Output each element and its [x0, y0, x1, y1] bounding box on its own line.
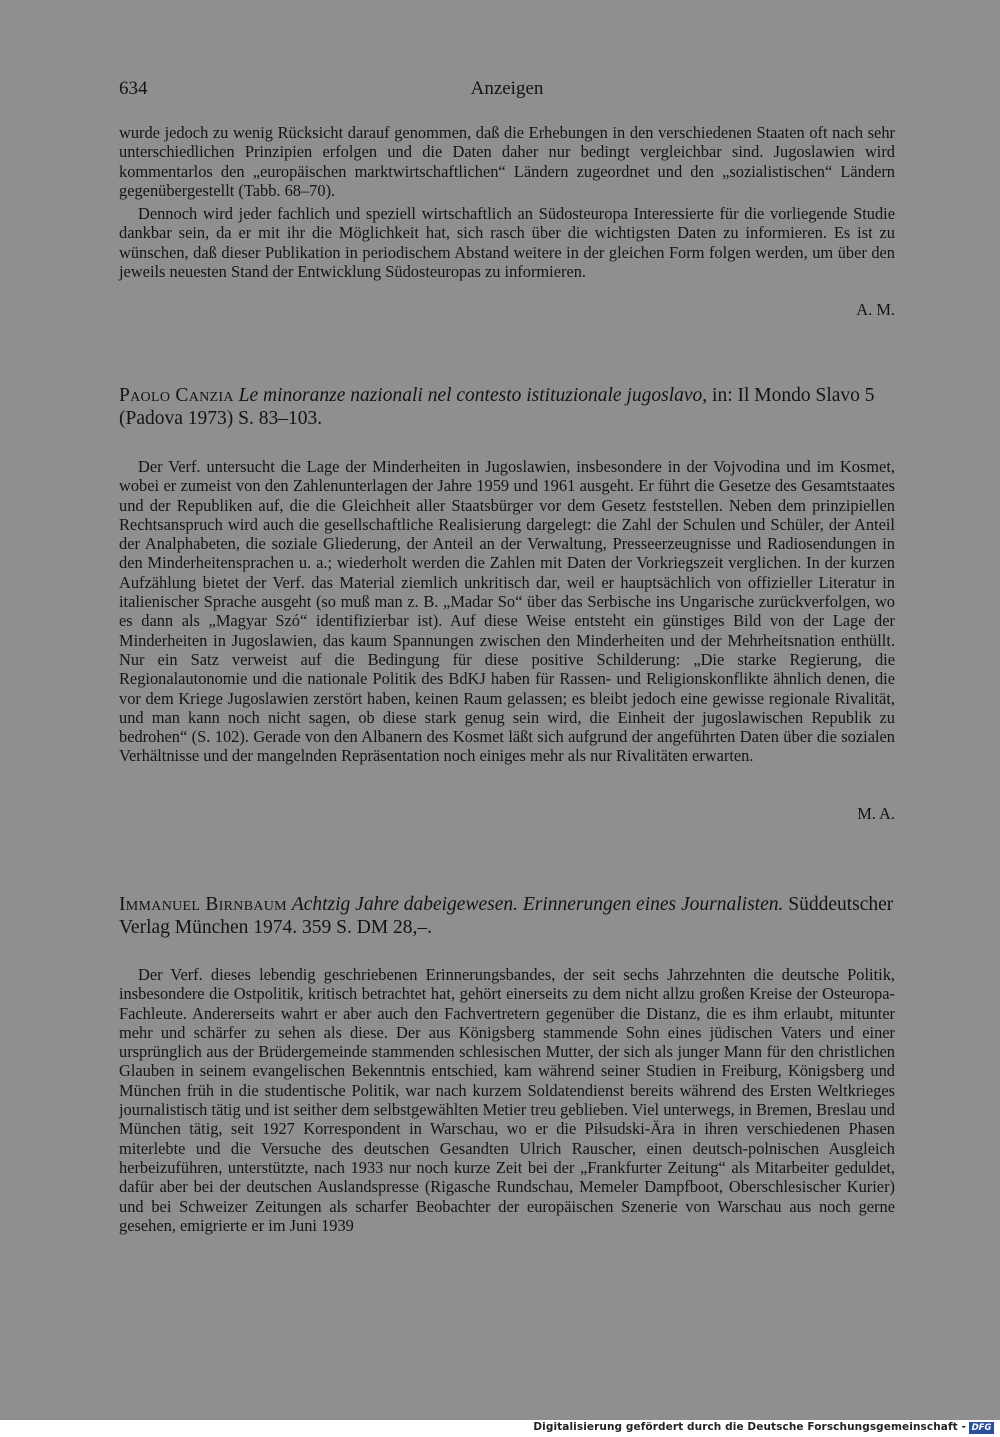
- digitization-footer: [0, 1420, 1000, 1437]
- review2-initials: M. A.: [857, 804, 895, 823]
- review3-citation: [119, 893, 895, 939]
- review1-initials: A. M.: [856, 300, 895, 319]
- review2-citation: [119, 384, 895, 430]
- review3-details: Süddeutscher Verlag München 1974. 359 S. DM 28,–.: [119, 894, 894, 938]
- review2-title: Le minoranze nazionali nel contesto istituzionale jugoslavo,: [238, 385, 708, 406]
- running-head: Anzeigen: [470, 78, 544, 99]
- page-header: [119, 78, 895, 108]
- page-number: 634: [119, 78, 148, 99]
- footer-credit: Digitalisierung gefördert durch die Deutsche Forschungsgemeinschaft -: [533, 1421, 966, 1433]
- dfg-logo-icon: DFG: [969, 1422, 994, 1434]
- review3-body: Der Verf. dieses lebendig geschriebenen Erinnerungsbandes, der seit sechs Jahrzehnten die deutsche Politik, insbesondere die Ostpolitik, kritisch betrachtet hat, gehört einerseits zu dem nicht allzu großen Kreise der Osteuropa-Fachleute. Andererseits wahrt er aber auch den Fachvertretern gegenüber die Distanz, die es ihm erlaubt, mitunter mehr und schärfer zu sehen als diese. Der aus Königsberg stammende Sohn eines jüdischen Vaters und einer ursprünglich aus der Brüdergemeinde stammenden schlesischen Mutter, der sich als junger Mann für den christlichen Glauben in seinem evangelischen Bekenntnis entschied, kam während seiner Studien in Freiburg, Königsberg und München früh in die studentische Politik, war nach kurzem Soldatendienst bereits während des Ersten Weltkrieges journalistisch tätig und ist seither dem selbstgewählten Metier treu geblieben. Viel unterwegs, in Bremen, Breslau und München tätig, seit 1927 Korrespondent in Warschau, wo er die Piłsudski-Ära in ihren verschiedenen Phasen miterlebte und die Versuche des deutschen Gesandten Ulrich Rauscher, einen deutsch-polnischen Ausgleich herbeizuführen, unterstützte, nach 1933 nur noch kurze Zeit bei der „Frankfurter Zeitung“ als Mitarbeiter geduldet, dafür aber bei der deutschen Auslandspresse (Rigasche Rundschau, Memeler Dampfboot, Oberschlesischer Kurier) und bei Schweizer Zeitungen als scharfer Beobachter der europäischen Szenerie von Warschau aus noch gerne gesehen, emigrierte er im Juni 1939: [119, 965, 895, 1235]
- review1-paragraph-2: Dennoch wird jeder fachlich und speziell wirtschaftlich an Südosteuropa Interessierte für die vorliegende Studie dankbar sein, da er mit ihr die Möglichkeit hat, sich rasch über die wichtigsten Daten zu informieren. Es ist zu wünschen, daß dieser Publikation in periodischem Abstand weitere in der gleichen Form folgen werden, um über den jeweils neuesten Stand der Entwicklung Südosteuropas zu informieren.: [119, 204, 895, 281]
- review2-author: Paolo Canzia: [119, 385, 234, 406]
- review2-body: Der Verf. untersucht die Lage der Minderheiten in Jugoslawien, insbesondere in der Vojvodina und im Kosmet, wobei er zumeist von den Zahlenunterlagen der Jahre 1959 und 1961 ausgeht. Er führt die Gesetze des Gesamtstaates und der Republiken auf, die die Gleichheit aller Staatsbürger vor dem Gesetz feststellen. Neben dem prinzipiellen Rechtsanspruch wird auch die gesellschaftliche Realisierung dargelegt: die Zahl der Schulen und Schüler, der Anteil der Analphabeten, die soziale Gliederung, der Anteil an der Verwaltung, Presseerzeugnisse und Radiosendungen in den Minderheitensprachen u. a.; wiederholt werden die Zahlen mit Daten der Vorkriegszeit verglichen. In der kurzen Aufzählung bietet der Verf. das Material ziemlich unkritisch dar, weil er hauptsächlich von offizieller Literatur in italienischer Sprache ausgeht (so muß man z. B. „Madar So“ über das Serbische ins Ungarische zurückverfolgen, wo es dann als „Magyar Szó“ identifizierbar ist). Auf diese Weise entsteht ein günstiges Bild von der Lage der Minderheiten in Jugoslawien, das kaum Spannungen zwischen den Minderheiten und der Mehrheitsnation enthüllt. Nur ein Satz verweist auf die Bedingung für diese positive Schilderung: „Die starke Regierung, die Regionalautonomie und die nationale Politik des BdKJ haben für Rassen- und Religionskonflikte ähnlich denen, die vor dem Kriege Jugoslawien zerstört haben, keinen Raum gelassen; es bleibt jedoch eine gewisse regionale Rivalität, und man kann noch nicht sagen, ob diese stark genug sein wird, die Einheit der jugoslawischen Republik zu bedrohen“ (S. 102). Gerade von den Albanern des Kosmet läßt sich aufgrund der angeführten Daten über die sozialen Verhältnisse und der mangelnden Repräsentation noch einiges mehr als nur Rivalitäten erwarten.: [119, 457, 895, 766]
- review1-paragraph-1: wurde jedoch zu wenig Rücksicht darauf genommen, daß die Erhebungen in den verschiedenen Staaten oft nach sehr unterschiedlichen Prinzipien erfolgen und die Daten daher nur bedingt vergleichbar sind. Jugoslawien wird kommentarlos den „europäischen marktwirtschaftlichen“ Ländern zugeordnet und den „sozialistischen“ Ländern gegenübergestellt (Tabb. 68–70).: [119, 123, 895, 200]
- review3-author: Immanuel Birnbaum: [119, 894, 287, 915]
- review3-title: Achtzig Jahre dabeigewesen. Erinnerungen eines Journalisten.: [291, 894, 784, 915]
- review2-details: in: Il Mondo Slavo 5 (Padova 1973) S. 83–103.: [119, 385, 875, 429]
